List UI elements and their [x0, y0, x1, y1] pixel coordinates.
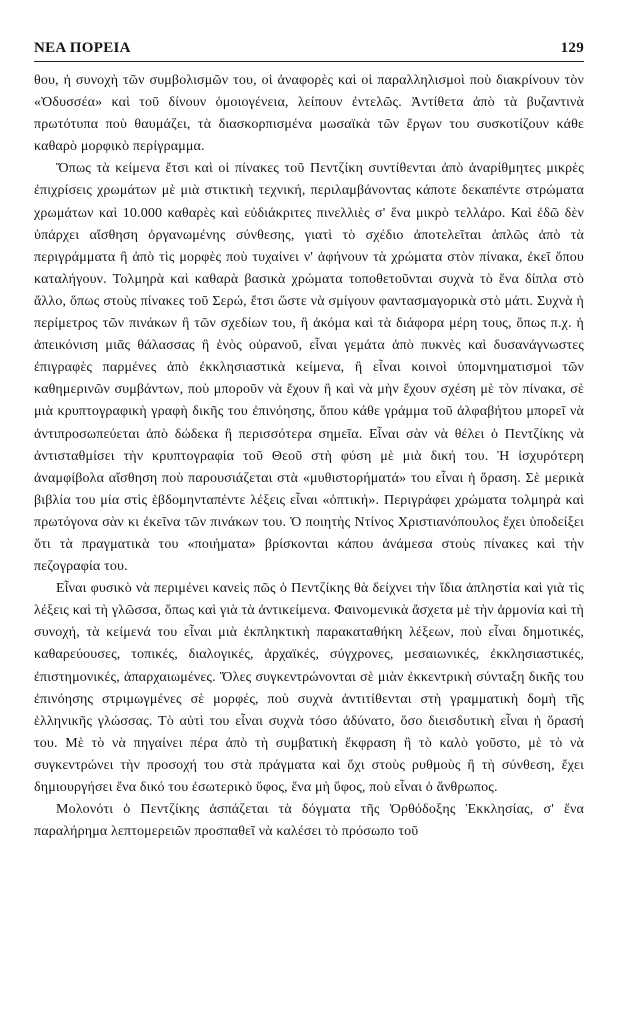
paragraph-1: θου, ἡ συνοχὴ τῶν συμβολισμῶν του, οἱ ἀναφορὲς καὶ οἱ παραλληλισμοὶ ποὺ διακρίνουν τὸν «Ὀδυσσέα» καὶ τοῦ δίνουν ὁμοιογένεια, λείπουν ἐντελῶς. Ἀντίθετα ἀπὸ τὰ βυζαντινὰ πρωτότυπα ποὺ θαυμάζει, τὰ διασκορπισμένα μωσαϊκὰ τῶν ἔργων του συσκοτίζουν κάθε καθαρὸ μορφικὸ περίγραμμα. [34, 73, 584, 155]
body-text [34, 70, 584, 843]
paragraph-3: Εἶναι φυσικὸ νὰ περιμένει κανεὶς πῶς ὁ Πεντζίκης θὰ δείχνει τὴν ἴδια ἀπληστία καὶ γιὰ τὶς λέξεις καὶ τὴ γλῶσσα, ὅπως καὶ γιὰ τὰ ἀντικείμενα. Φαινομενικὰ ἄσχετα μὲ τὴν ἁρμονία καὶ τὴ συνοχή, τὰ κείμενά του εἶναι μιὰ ἐκπληκτικὴ παρακαταθήκη λέξεων, ποὺ εἶναι δημοτικές, καθαρεύουσες, τοπικές, διαλογικές, ἀρχαϊκές, σύγχρονες, μεσαιωνικές, ἐκκλησιαστικές, ἐπιστημονικές, ἀπαρχαιωμένες. Ὅλες συγκεντρώνονται σὲ μιὰν ἐκκεντρικὴ σύνταξη δικῆς του ἐπινόησης στριμωγμένες σὲ μορφές, ποὺ συχνὰ ἀντιτίθενται στὴ γραμματικὴ δομὴ τῆς ἑλληνικῆς γλώσσας. Τὸ αὐτὶ του εἶναι συχνὰ τόσο ἀδύνατο, ὅσο διεισδυτικὴ εἶναι ἡ ὅρασή του. Μὲ τὸ νὰ πηγαίνει πέρα ἀπὸ τὴ συμβατικὴ ἔκφραση ἢ τὸ καλὸ γοῦστο, μὲ τὸ νὰ συγκεντρώνει τὴν προσοχή του στὰ πράγματα καὶ ὄχι στοὺς ρυθμοὺς ἢ τὴ σύνθεση, ἔχει δημιουργήσει ἕνα δικό του ἐσωτερικὸ ὕφος, ἕνα μὴ ὕφος, ποὺ εἶναι ὁ ἄνθρωπος. [34, 581, 584, 795]
document-page [34, 40, 584, 843]
paragraph-4: Μολονότι ὁ Πεντζίκης ἀσπάζεται τὰ δόγματα τῆς Ὀρθόδοξης Ἐκκλησίας, σ' ἕνα παραλήρημα λεπτομερειῶν προσπαθεῖ νὰ καλέσει τὸ πρόσωπο τοῦ [34, 802, 584, 840]
running-head [34, 40, 584, 62]
page-number: 129 [560, 40, 584, 56]
paragraph-2: Ὅπως τὰ κείμενα ἔτσι καὶ οἱ πίνακες τοῦ Πεντζίκη συντίθενται ἀπὸ ἀναρίθμητες μικρὲς ἐπιχρίσεις χρωμάτων μὲ μιὰ στικτικὴ τεχνική, περιλαμβάνοντας κάποτε δεκαπέντε στρώματα χρωμάτων καὶ 10.000 καθαρὲς καὶ εὐδιάκριτες πινελλιὲς σ' ἕνα μικρὸ τελλάρο. Καὶ ἐδῶ δὲν ὑπάρχει αἴσθηση ὀργανωμένης σύνθεσης, γιατὶ τὸ σχέδιο ἀποτελεῖται ἁπλῶς ἀπὸ τὰ περιγράμματα ἢ ἀπὸ τὶς μορφὲς ποὺ τυχαίνει ν' ἀφήνουν τὰ χρώματα στὸν πίνακα, ἐκεῖ ὅπου καταλήγουν. Τολμηρὰ καὶ καθαρὰ βασικὰ χρώματα τοποθετοῦνται συχνὰ τὸ ἕνα δίπλα στὸ ἄλλο, ὅπως στοὺς πίνακες τοῦ Σερώ, ἔτσι ὥστε νὰ σμίγουν φαντασμαγορικὰ στὸ μάτι. Συχνὰ ἡ περίμετρος τῶν πινάκων ἢ τῶν σχεδίων του, ἢ ἀκόμα καὶ τὰ διάφορα μέρη τους, ὅπως π.χ. ἡ ἀπεικόνιση μιᾶς θάλασσας ἢ ἑνὸς οὐρανοῦ, εἶναι γεμάτα ἀπὸ πυκνὲς καὶ δυσανάγνωστες ἐπιγραφὲς παρμένες ἀπὸ ἐκκλησιαστικὰ κείμενα, ἢ εἶναι κοινοὶ ὑπομνηματισμοὶ τῶν καθημερινῶν συμβάντων, ποὺ μποροῦν νὰ ἔχουν ἢ καὶ νὰ μὴν ἔχουν σχέση μὲ τὸν πίνακα, σὲ μιὰ κρυπτογραφικὴ γραφὴ δικῆς του ἐπινόησης, ὅπου κάθε γράμμα τοῦ ἀλφαβήτου μπορεῖ νὰ ἀντιπροσωπεύεται ἀπὸ δώδεκα ἢ περισσότερα σημεῖα. Εἶναι σὰν νὰ θέλει ὁ Πεντζίκης νὰ ἀντισταθμίσει τὴν κρυπτογραφία τοῦ Θεοῦ στὴ φύση μὲ μιὰ δική του. Ἡ ἰσχυρότερη ἀναμφίβολα αἴσθηση ποὺ παρουσιάζεται στὰ «μυθιστορήματά» του εἶναι ἡ ὅραση. Σὲ μερικὰ βιβλία του μία στὶς ἑβδομηνταπέντε λέξεις εἶναι «ὀπτική». Περιγράφει χρώματα τολμηρὰ καὶ πρωτόγονα σὰν κι ἐκεῖνα τῶν πινάκων του. Ὁ ποιητὴς Ντίνος Χριστιανόπουλος ἔχει ὑποδείξει ὅτι τὰ πραγματικὰ του «ποιήματα» βρίσκονται κάπου ἀνάμεσα στοὺς πίνακες καὶ τὴν πεζογραφία του. [34, 161, 584, 575]
journal-title: ΝΕΑ ΠΟΡΕΙΑ [34, 40, 131, 56]
